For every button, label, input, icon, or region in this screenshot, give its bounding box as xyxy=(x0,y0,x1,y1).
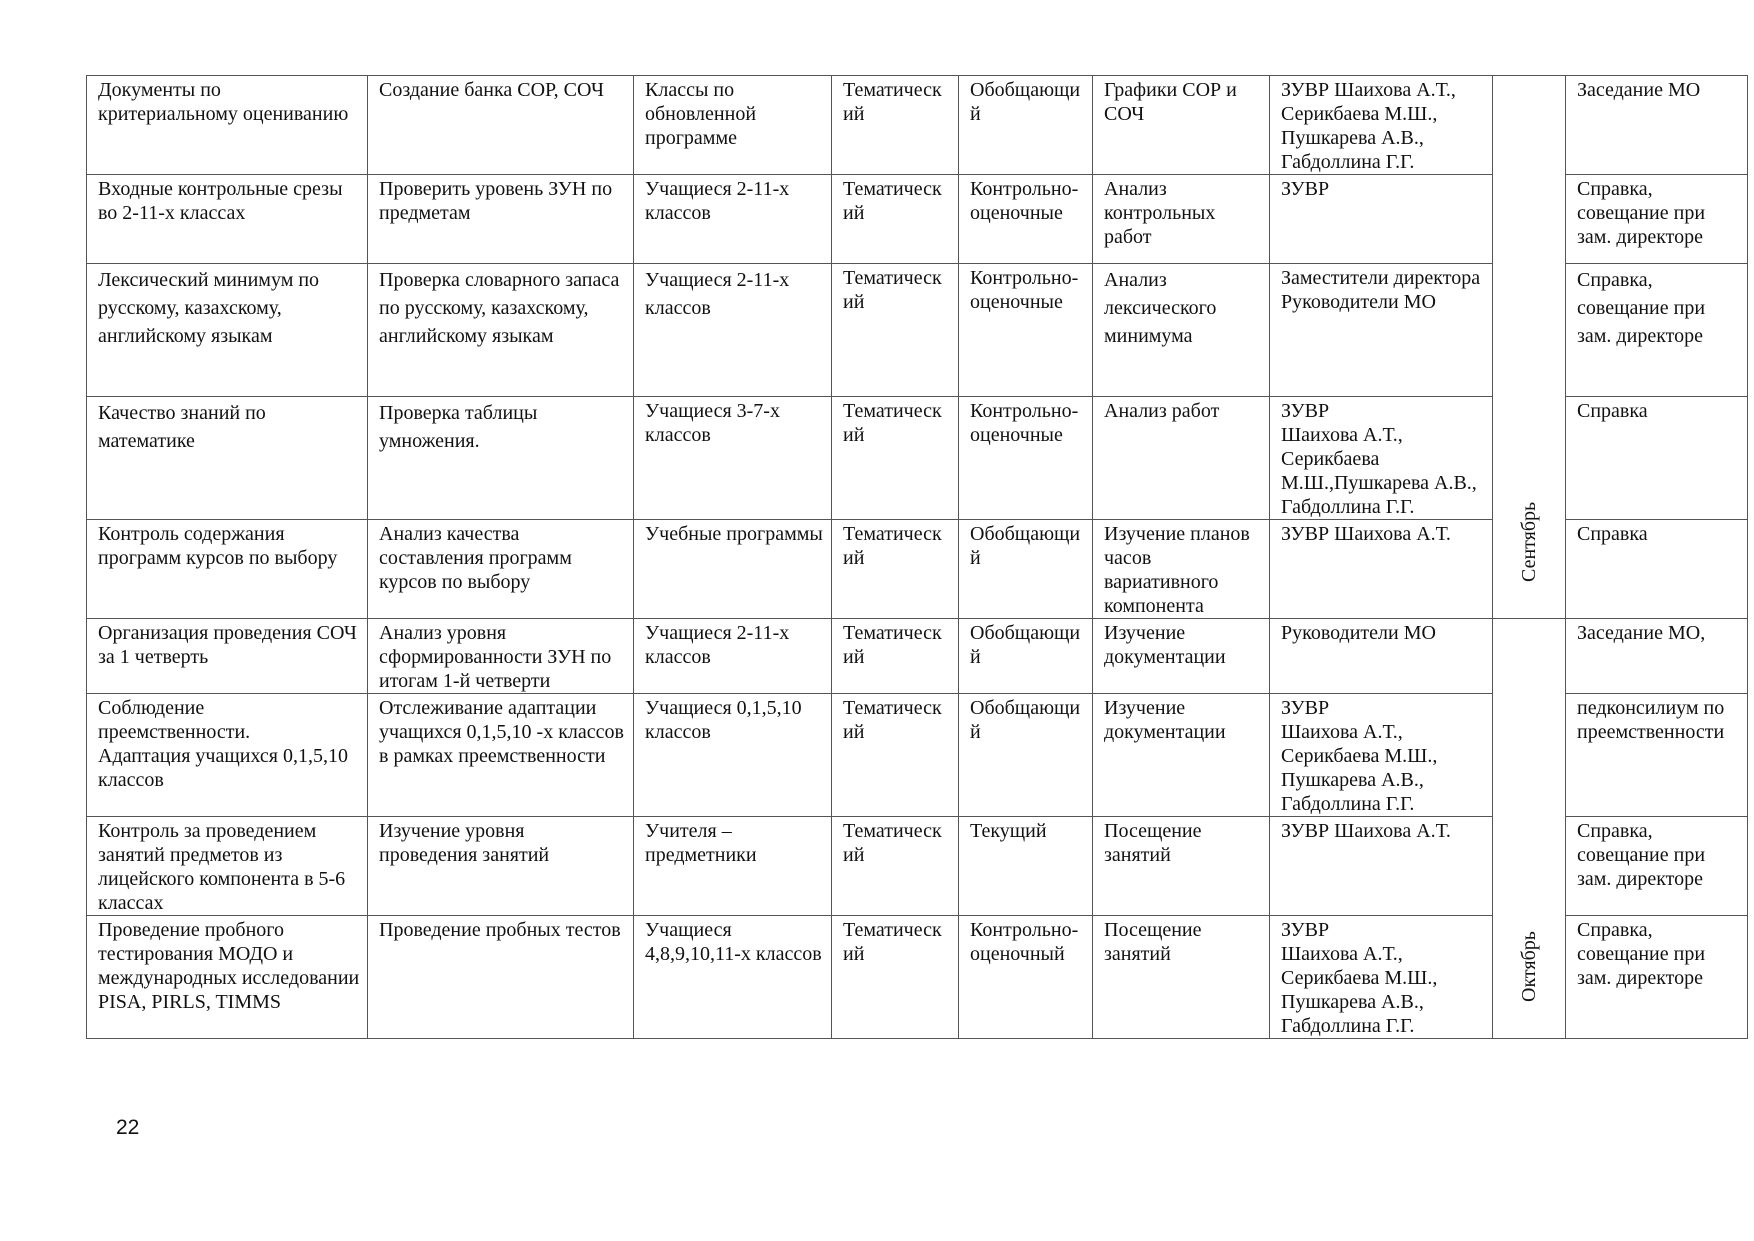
table-row xyxy=(87,619,1748,694)
type-cell: Тематический xyxy=(832,916,959,1039)
object-cell: Учебные программы xyxy=(634,520,832,619)
responsible-cell: ЗУВР Шаихова А.Т. xyxy=(1270,817,1493,916)
goal-cell: Отслеживание адаптации учащихся 0,1,5,10 -х классов в рамках преемственности xyxy=(368,694,634,817)
object-cell: Учителя – предметники xyxy=(634,817,832,916)
method-cell: Анализ работ xyxy=(1093,397,1270,520)
type-cell: Тематический xyxy=(832,694,959,817)
subject-cell: Документы по критериальному оцениванию xyxy=(87,76,368,175)
type-cell: Тематический xyxy=(832,397,959,520)
subject-cell: Проведение пробного тестирования МОДО и международных исследовании PISA, PIRLS, TIMMS xyxy=(87,916,368,1039)
result-cell: Заседание МО xyxy=(1566,76,1748,175)
type-cell: Тематический xyxy=(832,619,959,694)
responsible-cell: ЗУВР xyxy=(1270,175,1493,264)
result-cell: Справка, совещание при зам. директоре xyxy=(1566,264,1748,397)
form-cell: Обобщающий xyxy=(959,76,1093,175)
subject-cell: Организация проведения СОЧ за 1 четверть xyxy=(87,619,368,694)
result-cell: Справка xyxy=(1566,520,1748,619)
subject-cell: Контроль содержания программ курсов по выбору xyxy=(87,520,368,619)
responsible-cell: Руководители МО xyxy=(1270,619,1493,694)
form-cell: Обобщающий xyxy=(959,619,1093,694)
page-number: 22 xyxy=(116,1116,140,1139)
responsible-cell: ЗУВР Шаихова А.Т., Серикбаева М.Ш., Пушкарева А.В., Габдоллина Г.Г. xyxy=(1270,916,1493,1039)
result-cell: Справка, совещание при зам. директоре xyxy=(1566,175,1748,264)
result-cell: Справка, совещание при зам. директоре xyxy=(1566,817,1748,916)
result-cell: Заседание МО, xyxy=(1566,619,1748,694)
responsible-cell: ЗУВР Шаихова А.Т., Серикбаева М.Ш., Пушкарева А.В., Габдоллина Г.Г. xyxy=(1270,76,1493,175)
object-cell: Классы по обновленной программе xyxy=(634,76,832,175)
type-cell: Тематический xyxy=(832,817,959,916)
form-cell: Текущий xyxy=(959,817,1093,916)
form-cell: Контрольно-оценочные xyxy=(959,264,1093,397)
method-cell: Посещение занятий xyxy=(1093,916,1270,1039)
month-label: Сентябрь xyxy=(1518,501,1540,582)
method-cell: Анализ контрольных работ xyxy=(1093,175,1270,264)
goal-cell: Изучение уровня проведения занятий xyxy=(368,817,634,916)
goal-cell: Анализ качества составления программ курсов по выбору xyxy=(368,520,634,619)
result-cell: Справка, совещание при зам. директоре xyxy=(1566,916,1748,1039)
object-cell: Учащиеся 2-11-х классов xyxy=(634,264,832,397)
form-cell: Контрольно-оценочный xyxy=(959,916,1093,1039)
type-cell: Тематический xyxy=(832,520,959,619)
subject-cell: Входные контрольные срезы во 2-11-х классах xyxy=(87,175,368,264)
method-cell: Анализ лексического минимума xyxy=(1093,264,1270,397)
responsible-cell: ЗУВР Шаихова А.Т., Серикбаева М.Ш., Пушкарева А.В., Габдоллина Г.Г. xyxy=(1270,694,1493,817)
form-cell: Обобщающий xyxy=(959,694,1093,817)
type-cell: Тематический xyxy=(832,175,959,264)
method-cell: Изучение документации xyxy=(1093,694,1270,817)
form-cell: Контрольно-оценочные xyxy=(959,175,1093,264)
object-cell: Учащиеся 3-7-х классов xyxy=(634,397,832,520)
method-cell: Изучение планов часов вариативного компонента xyxy=(1093,520,1270,619)
responsible-cell: Заместители директора Руководители МО xyxy=(1270,264,1493,397)
type-cell: Тематический xyxy=(832,264,959,397)
result-cell: педконсилиум по преемственности xyxy=(1566,694,1748,817)
month-cell-october xyxy=(1493,619,1566,1039)
object-cell: Учащиеся 4,8,9,10,11-х классов xyxy=(634,916,832,1039)
form-cell: Обобщающий xyxy=(959,520,1093,619)
subject-cell: Соблюдение преемственности. Адаптация учащихся 0,1,5,10 классов xyxy=(87,694,368,817)
responsible-cell: ЗУВР Шаихова А.Т. xyxy=(1270,520,1493,619)
goal-cell: Проверка словарного запаса по русскому, казахскому, английскому языкам xyxy=(368,264,634,397)
type-cell: Тематический xyxy=(832,76,959,175)
object-cell: Учащиеся 0,1,5,10 классов xyxy=(634,694,832,817)
goal-cell: Анализ уровня сформированности ЗУН по итогам 1-й четверти xyxy=(368,619,634,694)
goal-cell: Проверка таблицы умножения. xyxy=(368,397,634,520)
goal-cell: Проверить уровень ЗУН по предметам xyxy=(368,175,634,264)
subject-cell: Лексический минимум по русскому, казахскому, английскому языкам xyxy=(87,264,368,397)
method-cell: Изучение документации xyxy=(1093,619,1270,694)
goal-cell: Проведение пробных тестов xyxy=(368,916,634,1039)
month-label: Октябрь xyxy=(1518,931,1540,1002)
responsible-cell: ЗУВР Шаихова А.Т., Серикбаева М.Ш.,Пушкарева А.В., Габдоллина Г.Г. xyxy=(1270,397,1493,520)
result-cell: Справка xyxy=(1566,397,1748,520)
object-cell: Учащиеся 2-11-х классов xyxy=(634,175,832,264)
month-cell-september xyxy=(1493,76,1566,619)
table-row xyxy=(87,76,1748,175)
object-cell: Учащиеся 2-11-х классов xyxy=(634,619,832,694)
subject-cell: Качество знаний по математике xyxy=(87,397,368,520)
method-cell: Графики СОР и СОЧ xyxy=(1093,76,1270,175)
method-cell: Посещение занятий xyxy=(1093,817,1270,916)
goal-cell: Создание банка СОР, СОЧ xyxy=(368,76,634,175)
form-cell: Контрольно-оценочные xyxy=(959,397,1093,520)
subject-cell: Контроль за проведением занятий предметов из лицейского компонента в 5-6 классах xyxy=(87,817,368,916)
control-plan-table xyxy=(86,75,1748,1039)
